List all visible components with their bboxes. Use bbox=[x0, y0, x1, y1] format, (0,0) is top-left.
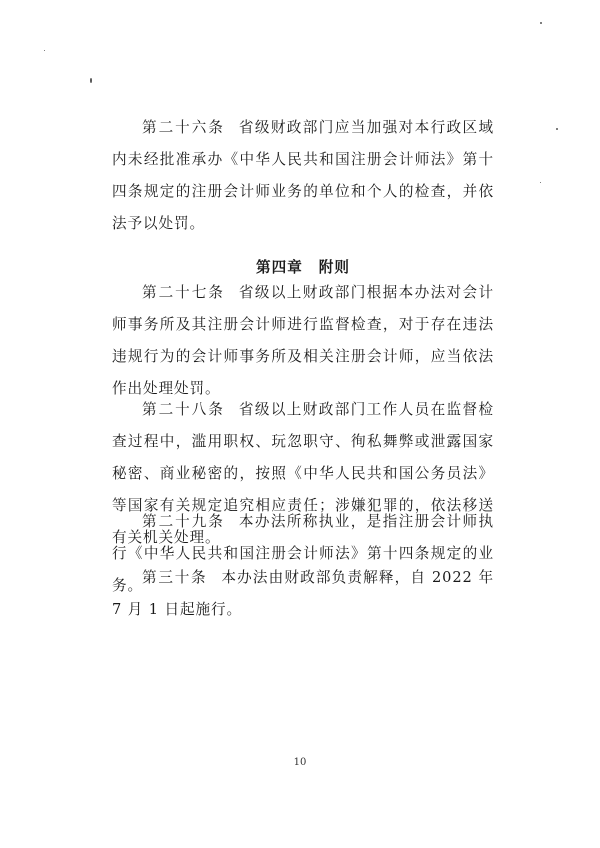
article-30 bbox=[112, 562, 494, 626]
scan-speck bbox=[556, 128, 558, 130]
scan-speck bbox=[44, 50, 45, 51]
article-text: 省级以上财政部门工作人员在监督检查过程中，滥用职权、玩忽职守、徇私舞弊或泄露国家秘密、商业秘密的，按照《中华人民共和国公务员法》等国家有关规定追究相应责任；涉嫌犯罪的，依法移送有关机关处理。 bbox=[112, 401, 494, 546]
article-text: 本办法由财政部负责解释，自 2022 年 7 月 1 日起施行。 bbox=[112, 569, 494, 618]
scan-speck bbox=[540, 182, 541, 183]
article-number: 第二十七条 bbox=[142, 284, 225, 301]
article-27 bbox=[112, 277, 494, 405]
article-text: 本办法所称执业，是指注册会计师执行《中华人民共和国注册会计师法》第十四条规定的业务。 bbox=[112, 513, 494, 594]
chapter-title: 附则 bbox=[318, 259, 350, 276]
scan-speck bbox=[540, 22, 542, 24]
article-number: 第三十条 bbox=[142, 569, 208, 586]
article-number: 第二十九条 bbox=[142, 513, 225, 530]
article-number: 第二十八条 bbox=[142, 401, 225, 418]
chapter-number: 第四章 bbox=[256, 259, 303, 276]
article-26 bbox=[112, 112, 494, 240]
article-number: 第二十六条 bbox=[142, 119, 225, 136]
article-text: 省级以上财政部门根据本办法对会计师事务所及其注册会计师进行监督检查，对于存在违法违规行为的会计师事务所及相关注册会计师，应当依法作出处理处罚。 bbox=[112, 284, 494, 397]
page-number: 10 bbox=[293, 757, 307, 768]
scan-speck bbox=[90, 78, 92, 83]
article-text: 省级财政部门应当加强对本行政区域内未经批准承办《中华人民共和国注册会计师法》第十四条规定的注册会计师业务的单位和个人的检查，并依法予以处罚。 bbox=[112, 119, 494, 232]
